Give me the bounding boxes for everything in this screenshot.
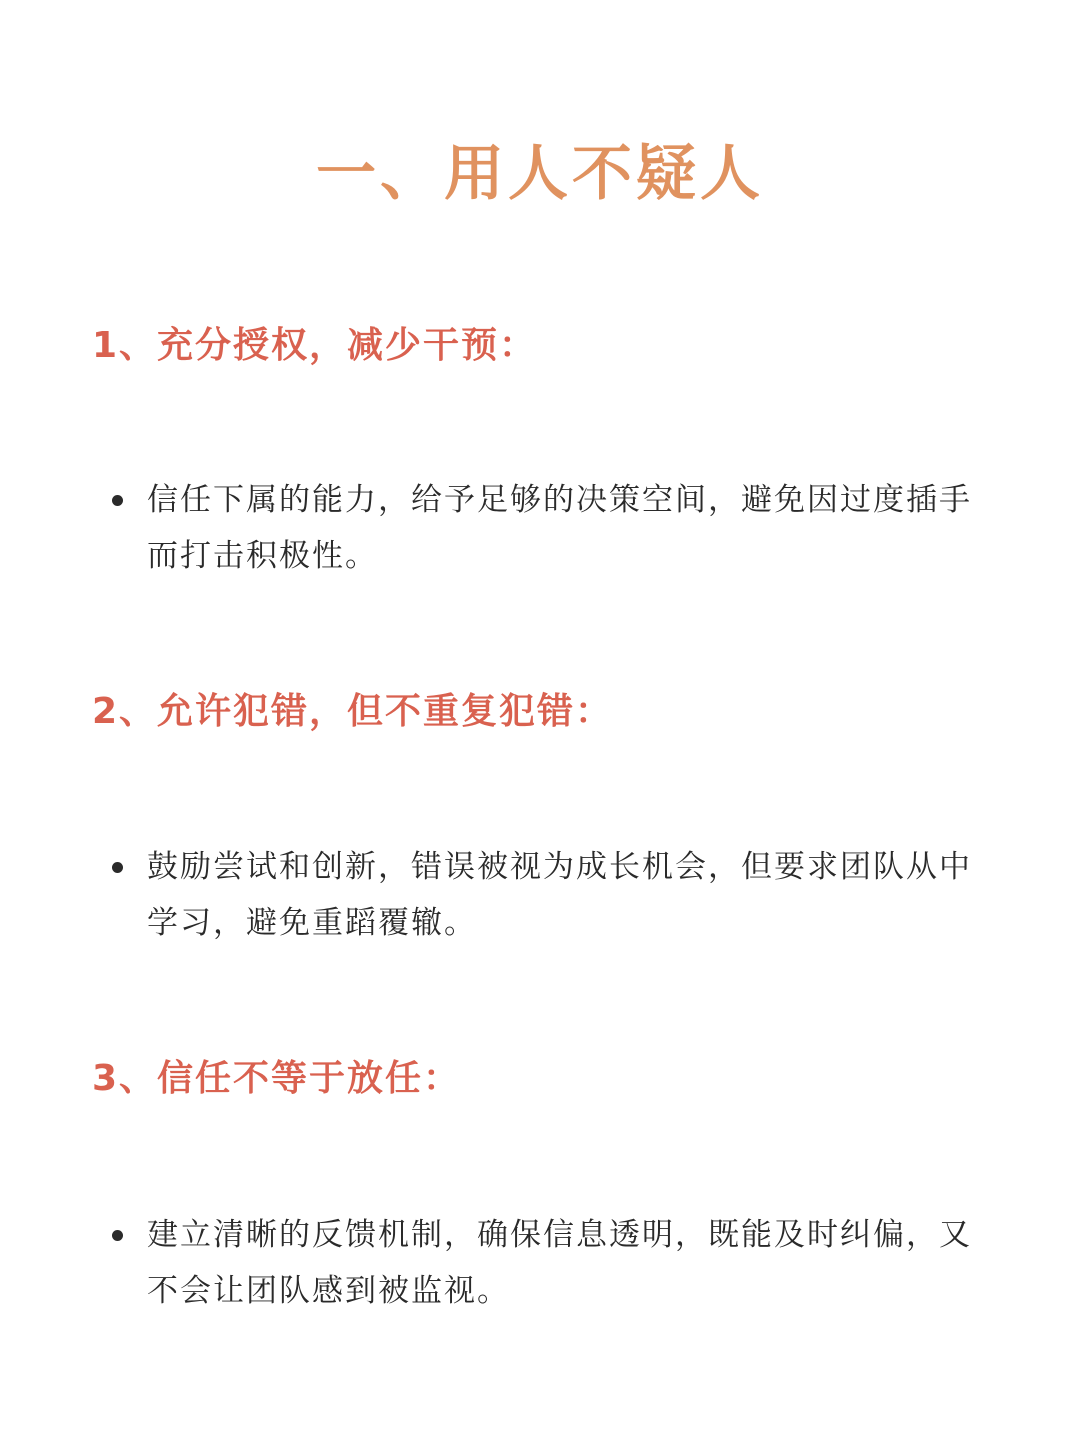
bullet-dot-icon — [112, 495, 123, 506]
bullet-text-1: 信任下属的能力，给予足够的决策空间，避免因过度插手而打击积极性。 — [147, 482, 972, 574]
bullet-dot-icon — [112, 862, 123, 873]
bullet-text-3: 建立清晰的反馈机制，确保信息透明，既能及时纠偏，又不会让团队感到被监视。 — [147, 1217, 972, 1309]
bullet-dot-icon — [112, 1230, 123, 1241]
bullet-item-1 — [112, 472, 992, 584]
bullet-text-2: 鼓励尝试和创新，错误被视为成长机会，但要求团队从中学习，避免重蹈覆辙。 — [147, 849, 972, 941]
section-heading-2: 2、允许犯错，但不重复犯错： — [92, 691, 614, 732]
bullet-item-3 — [112, 1207, 992, 1319]
section-heading-3: 3、信任不等于放任： — [92, 1058, 462, 1099]
bullet-item-2 — [112, 839, 992, 951]
page-title: 一、用人不疑人 — [316, 139, 764, 209]
section-heading-1: 1、充分授权，减少干预： — [92, 325, 538, 366]
